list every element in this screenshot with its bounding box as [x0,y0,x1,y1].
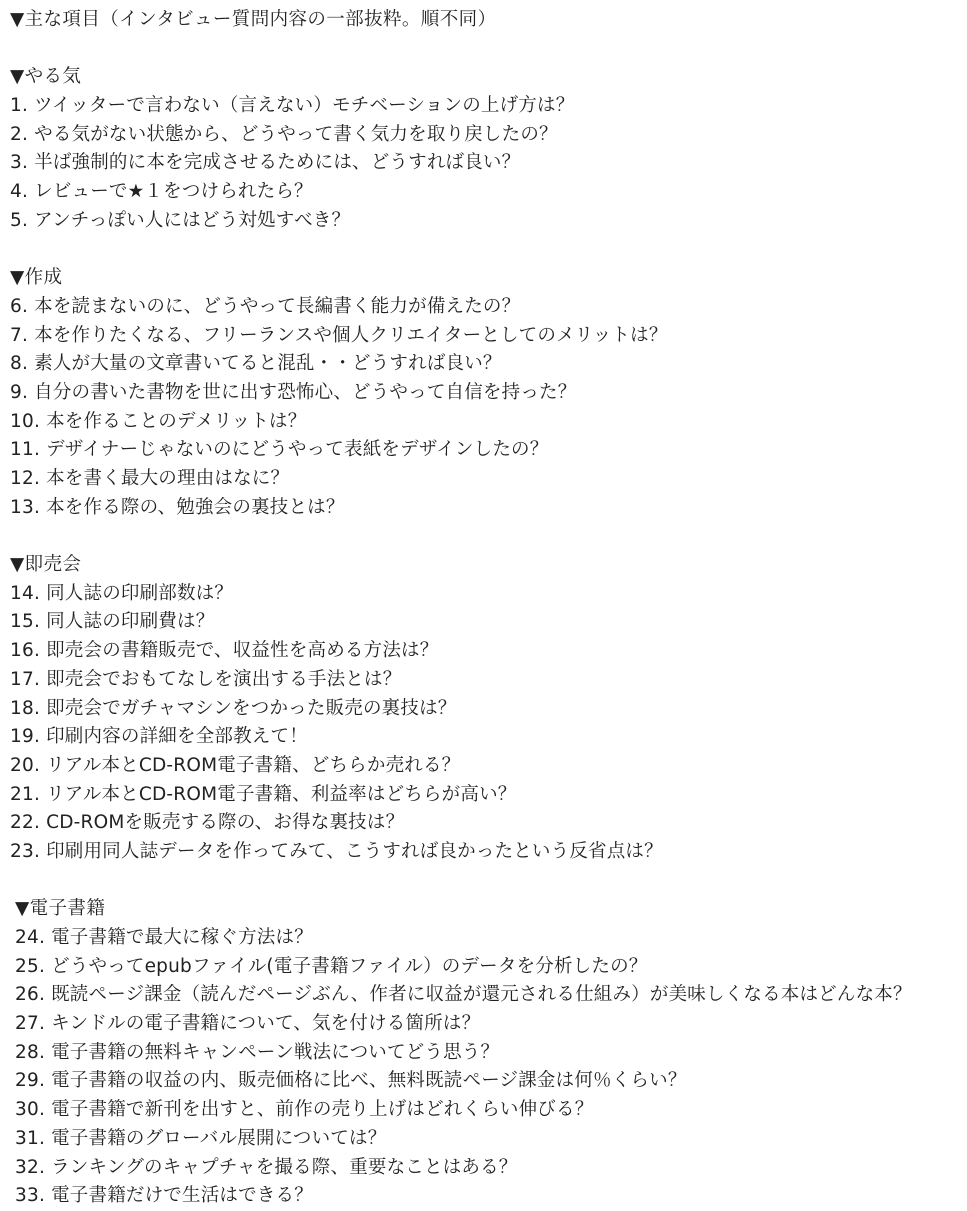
spacer [10,522,967,551]
question-item: 15. 同人誌の印刷費は？ [10,611,215,633]
spacer [10,867,967,896]
question-item: 2. やる気がない状態から、どうやって書く気力を取り戻したの？ [10,123,558,145]
question-item: 6. 本を読まないのに、どうやって長編書く能力が備えたの？ [10,295,521,317]
question-item: 4. レビューで★１をつけられたら？ [10,181,313,203]
intro-heading: ▼主な項目（インタビュー質問内容の一部抜粋。順不同） [10,9,497,30]
question-item: 17. 即売会でおもてなしを演出する手法とは？ [10,668,402,690]
question-item: 21. リアル本とCD-ROM電子書籍、利益率はどちらが高い？ [10,783,517,805]
question-item: 12. 本を書く最大の理由はなに？ [10,468,290,489]
question-item: 16. 即売会の書籍販売で、収益性を高める方法は？ [10,640,439,662]
question-item: 31. 電子書籍のグローバル展開については？ [15,1127,387,1149]
section-motivation [10,63,967,235]
question-item: 18. 即売会でガチャマシンをつかった販売の裏技は？ [10,697,457,719]
question-item: 14. 同人誌の印刷部数は？ [10,582,234,604]
section-heading: ▼即売会 [10,554,82,576]
question-item: 20. リアル本とCD-ROM電子書籍、どちらか売れる？ [10,754,461,776]
question-item: 10. 本を作ることのデメリットは？ [10,410,307,432]
question-item: 22. CD-ROMを販売する際の、お得な裏技は？ [10,812,405,834]
question-item: 1. ツイッターで言わない（言えない）モチベーションの上げ方は？ [10,95,575,117]
question-item: 29. 電子書籍の収益の内、販売価格に比べ、無料既読ページ課金は何％くらい？ [15,1070,687,1092]
question-item: 13. 本を作る際の、勉強会の裏技とは？ [10,496,345,518]
section-heading: ▼電子書籍 [15,898,106,920]
section-doujin-events [10,551,967,867]
question-item: 33. 電子書籍だけで生活はできる？ [15,1185,313,1207]
question-item: 11. デザイナーじゃないのにどうやって表紙をデザインしたの？ [10,439,549,461]
question-item: 26. 既読ページ課金（読んだページぶん、作者に収益が還元される仕組み）が美味しくなる本はどんな本？ [15,984,912,1006]
question-item: 3. 半ば強制的に本を完成させるためには、どうすれば良い？ [10,152,521,174]
spacer [10,236,967,265]
question-item: 23. 印刷用同人誌データを作ってみて、こうすれば良かったという反省点は？ [10,840,663,862]
question-item: 32. ランキングのキャプチャを撮る際、重要なことはある？ [15,1156,518,1178]
section-creation [10,264,967,522]
question-item: 19. 印刷内容の詳細を全部教えて！ [10,726,308,748]
question-item: 25. どうやってepubファイル(電子書籍ファイル）のデータを分析したの？ [15,955,648,977]
question-item: 27. キンドルの電子書籍について、気を付ける箇所は？ [15,1013,481,1035]
spacer [10,35,967,64]
question-item: 30. 電子書籍で新刊を出すと、前作の売り上げはどれくらい伸びる？ [15,1099,594,1121]
question-item: 7. 本を作りたくなる、フリーランスや個人クリエイターとしてのメリットは？ [10,324,668,346]
section-ebooks [10,895,967,1211]
question-item: 8. 素人が大量の文章書いてると混乱・・どうすれば良い？ [10,353,502,375]
section-heading: ▼作成 [10,267,63,289]
question-item: 5. アンチっぽい人にはどう対処すべき？ [10,209,351,231]
section-heading: ▼やる気 [10,66,82,88]
question-item: 24. 電子書籍で最大に稼ぐ方法は？ [15,927,313,948]
question-item: 28. 電子書籍の無料キャンペーン戦法についてどう思う？ [15,1041,500,1063]
question-item: 9. 自分の書いた書物を世に出す恐怖心、どうやって自信を持った？ [10,381,577,403]
